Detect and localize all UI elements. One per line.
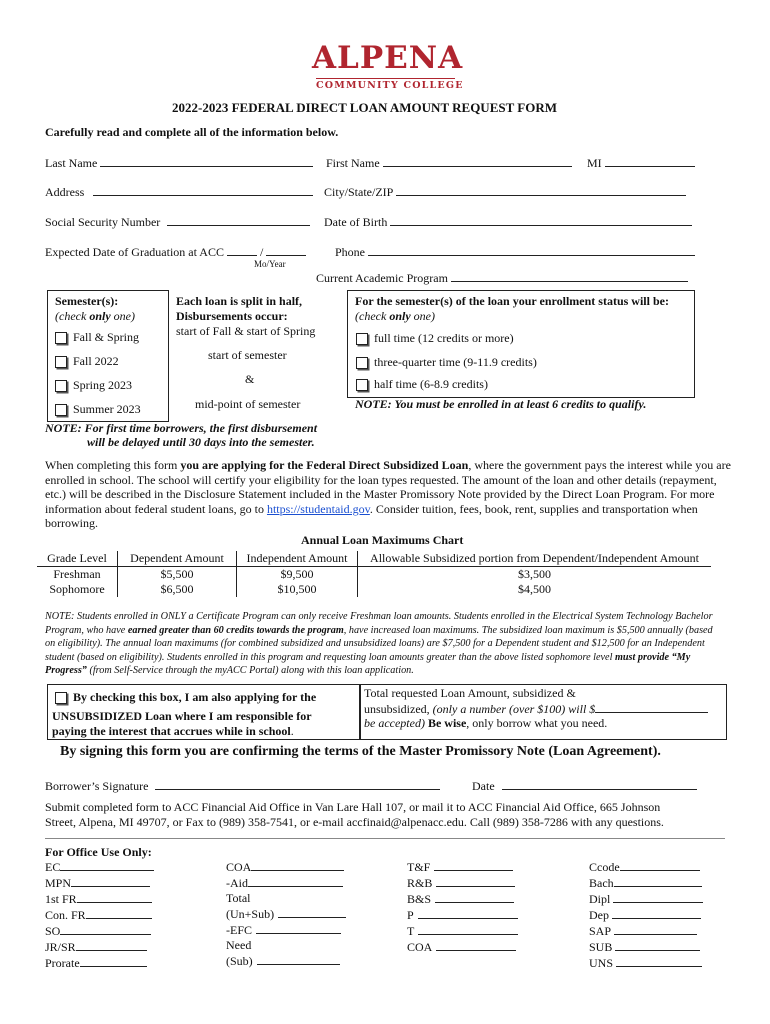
college-logo-name: ALPENA: [312, 40, 464, 76]
date-field[interactable]: [502, 778, 697, 790]
date-row: [472, 778, 697, 794]
enrollment-option-full[interactable]: full time (12 credits or more): [356, 331, 514, 346]
table-row: Freshman $5,500 $9,500 $3,500: [37, 567, 711, 583]
office-field: R&B: [407, 875, 518, 891]
fall-spring-checkbox[interactable]: [55, 332, 67, 344]
semester-option-fall-spring[interactable]: Fall & Spring: [55, 330, 139, 345]
mi-field[interactable]: [605, 155, 695, 167]
phone-field[interactable]: [368, 244, 695, 256]
last-name-label: Last Name: [45, 156, 98, 170]
program-row: [316, 270, 688, 286]
office-use-divider: [45, 838, 725, 839]
office-field: T: [407, 923, 518, 939]
office-field: -Aid: [226, 875, 346, 891]
office-field: COA: [407, 939, 518, 955]
col-subsidized-portion: Allowable Subsidized portion from Dependent/Independent Amount: [358, 551, 712, 567]
office-field: B&S: [407, 891, 518, 907]
mo-year-caption: Mo/Year: [254, 259, 286, 269]
signature-field[interactable]: [155, 778, 440, 790]
submit-line-1: Submit completed form to ACC Financial Aid Office in Van Lare Hall 107, or mail it to ACC Financial Aid Office, 665 Johnson: [45, 800, 661, 814]
college-logo-subtitle: COMMUNITY COLLEGE: [316, 80, 464, 91]
ssn-label: Social Security Number: [45, 215, 161, 229]
office-field: Ccode: [589, 859, 703, 875]
program-field[interactable]: [451, 270, 688, 282]
enrollment-check-hint: (check only one): [355, 309, 435, 323]
dob-field[interactable]: [390, 214, 692, 226]
grad-month-field[interactable]: [227, 244, 257, 256]
disbursement-header-2: Disbursements occur:: [176, 309, 288, 323]
phone-label: Phone: [335, 245, 365, 259]
office-field: Bach: [589, 875, 703, 891]
total-request-line-2: unsubsidized, (only a number (over $100) will $: [364, 701, 708, 717]
spring-2023-checkbox[interactable]: [55, 380, 67, 392]
ssn-field[interactable]: [167, 214, 310, 226]
loan-maximums-table: [37, 551, 711, 597]
disbursement-row-midpoint: mid-point of semester: [195, 397, 301, 411]
semester-option-fall[interactable]: Fall 2022: [55, 354, 119, 369]
half-time-checkbox[interactable]: [356, 379, 368, 391]
three-quarter-time-checkbox[interactable]: [356, 357, 368, 369]
unsubsidized-line-3: paying the interest that accrues while in school.: [52, 724, 294, 738]
chart-title: Annual Loan Maximums Chart: [301, 533, 464, 547]
grad-date-label: Expected Date of Graduation at ACC: [45, 245, 224, 259]
office-use-header: For Office Use Only:: [45, 845, 152, 859]
disbursement-row-and: &: [245, 372, 255, 386]
office-field: Total: [226, 891, 251, 905]
office-field: (Sub): [226, 953, 346, 969]
form-instruction: Carefully read and complete all of the information below.: [45, 125, 339, 139]
certificate-program-note: NOTE: Students enrolled in ONLY a Certificate Program can only receive Freshman loan amounts. Students enrolled in the Electrical System Technology Bachelor Program, who have earned greater than 60 credits towards the program, have increased loan maximums. The subsidized loan maximum is $5,500 annually (based on eligibility). The annual loan maximums (for combined subsidized and unsubsidized loans) are $7,500 for a Dependent student and $12,500 for an Independent student (based on eligibility). Students enrolled in this program and requesting loan amounts greater than the above listed sophomore level must provide “My Progress” (from Self-Service through the myACC Portal) along with this loan application.: [45, 611, 713, 676]
office-use-col-2: [226, 859, 346, 969]
office-field: Need: [226, 938, 252, 952]
city-state-zip-field[interactable]: [396, 184, 686, 196]
enrollment-option-half[interactable]: half time (6-8.9 credits): [356, 377, 488, 392]
office-field: 1st FR: [45, 891, 154, 907]
disbursement-row-start: start of semester: [208, 348, 287, 362]
total-request-line-1: Total requested Loan Amount, subsidized &: [364, 686, 576, 700]
signature-row: [45, 778, 440, 794]
fall-2022-checkbox[interactable]: [55, 356, 67, 368]
logo-divider: [316, 78, 455, 79]
office-field: SUB: [589, 939, 703, 955]
date-label: Date: [472, 779, 495, 793]
office-field: (Un+Sub): [226, 906, 346, 922]
disbursement-row-fall-spring: start of Fall & start of Spring: [176, 324, 316, 338]
office-field: EC: [45, 859, 154, 875]
dob-row: [324, 214, 692, 230]
first-time-note-1: NOTE: For first time borrowers, the first disbursement: [45, 421, 318, 435]
office-use-col-1: [45, 859, 154, 971]
office-field: UNS: [589, 955, 703, 971]
table-row: Sophomore $6,500 $10,500 $4,500: [37, 582, 711, 597]
enrollment-note: NOTE: You must be enrolled in at least 6 credits to qualify.: [355, 397, 647, 411]
grad-date-row: [45, 244, 306, 260]
total-request-line-3: be accepted) Be wise, only borrow what you need.: [364, 716, 608, 730]
first-name-field[interactable]: [383, 155, 572, 167]
signing-statement: By signing this form you are confirming the terms of the Master Promissory Note (Loan Agreement).: [60, 744, 661, 759]
semester-option-summer[interactable]: Summer 2023: [55, 402, 141, 417]
total-amount-field[interactable]: [595, 701, 708, 713]
enrollment-option-three-quarter[interactable]: three-quarter time (9-11.9 credits): [356, 355, 537, 370]
office-field: JR/SR: [45, 939, 154, 955]
col-dependent: Dependent Amount: [118, 551, 237, 567]
grad-date-slash: /: [259, 245, 264, 259]
summer-2023-checkbox[interactable]: [55, 404, 67, 416]
office-field: P: [407, 907, 518, 923]
address-field[interactable]: [93, 184, 313, 196]
office-field: Dipl: [589, 891, 703, 907]
office-field: COA: [226, 859, 346, 875]
address-label: Address: [45, 185, 85, 199]
office-field: -EFC: [226, 922, 346, 938]
office-use-col-3: [407, 859, 518, 955]
office-field: SAP: [589, 923, 703, 939]
phone-row: [335, 244, 695, 260]
col-grade-level: Grade Level: [47, 551, 107, 565]
office-field: Dep: [589, 907, 703, 923]
semester-check-hint: (check only one): [55, 309, 135, 323]
table-header-row: [37, 551, 711, 567]
ssn-row: [45, 214, 310, 230]
office-field: SO: [45, 923, 154, 939]
mi-row: [587, 155, 695, 171]
studentaid-link[interactable]: https://studentaid.gov: [266, 501, 370, 516]
office-use-col-4: [589, 859, 703, 971]
first-time-note-2: will be delayed until 30 days into the semester.: [87, 435, 315, 449]
office-field: T&F: [407, 859, 518, 875]
unsubsidized-line-1[interactable]: By checking this box, I am also applying for the: [55, 690, 316, 705]
grad-year-field[interactable]: [266, 244, 306, 256]
signature-label: Borrower’s Signature: [45, 779, 149, 793]
submit-line-2: Street, Alpena, MI 49707, or Fax to (989) 358-7541, or e-mail accfinaid@alpenacc.edu. Call (989) 358-7286 with any questions.: [45, 815, 664, 829]
mi-label: MI: [587, 156, 602, 170]
program-label: Current Academic Program: [316, 271, 448, 285]
city-state-zip-row: [324, 184, 686, 200]
unsubsidized-checkbox[interactable]: [55, 692, 67, 704]
first-name-label: First Name: [326, 156, 380, 170]
form-title: 2022-2023 FEDERAL DIRECT LOAN AMOUNT REQUEST FORM: [172, 100, 557, 115]
subsidized-loan-paragraph: When completing this form you are applying for the Federal Direct Subsidized Loan, where the government pays the interest while you are enrolled in school. The school will certify your eligibility for the loan types requested. The amount of the loan and other details (repayment, etc.) will be described in the Disclosure Statement included in the Master Promissory Note provided by the Direct Loan Program. For more information about federal student loans, go to https://studentaid.gov. Consider tuition, fees, book, rent, supplies and transportation when borrowing.: [45, 458, 731, 530]
semester-header: Semester(s):: [55, 294, 119, 308]
unsubsidized-line-2: UNSUBSIDIZED Loan where I am responsible for: [52, 709, 312, 723]
city-state-zip-label: City/State/ZIP: [324, 185, 393, 199]
last-name-row: [45, 155, 313, 171]
disbursement-header-1: Each loan is split in half,: [176, 294, 303, 308]
office-field: MPN: [45, 875, 154, 891]
semester-option-spring[interactable]: Spring 2023: [55, 378, 132, 393]
address-row: [45, 184, 313, 200]
office-field: Con. FR: [45, 907, 154, 923]
last-name-field[interactable]: [100, 155, 313, 167]
col-independent: Independent Amount: [237, 551, 358, 567]
full-time-checkbox[interactable]: [356, 333, 368, 345]
enrollment-header: For the semester(s) of the loan your enrollment status will be:: [355, 294, 669, 308]
first-name-row: [326, 155, 572, 171]
office-field: Prorate: [45, 955, 154, 971]
dob-label: Date of Birth: [324, 215, 388, 229]
